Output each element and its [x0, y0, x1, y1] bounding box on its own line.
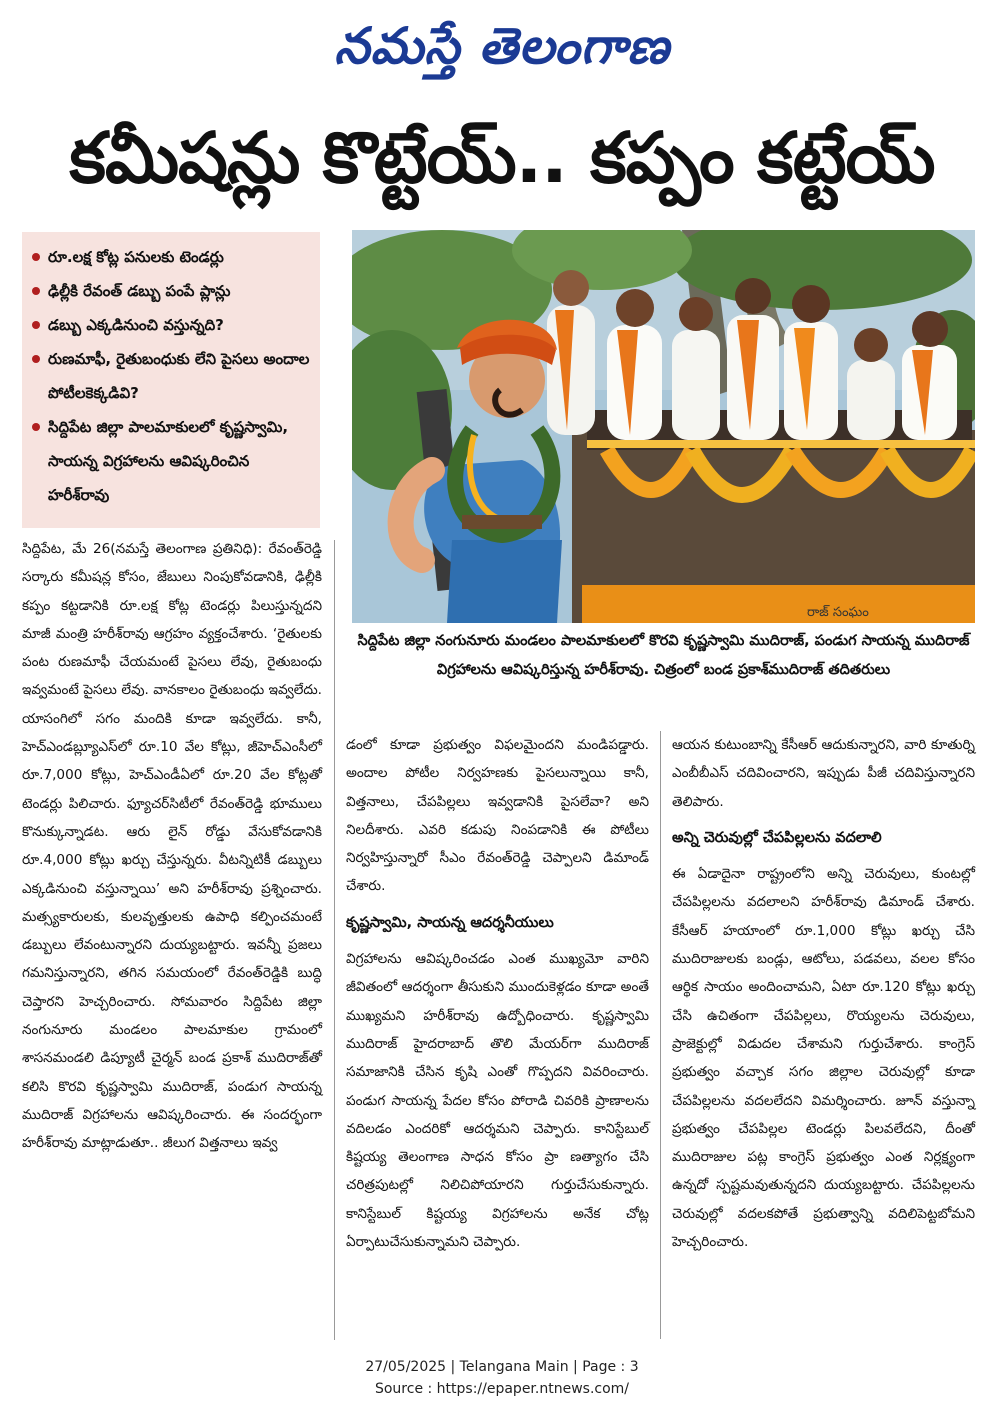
article-column-2: [346, 731, 649, 1256]
subheading: కృష్ణస్వామి, సాయన్న ఆదర్శనీయులు: [346, 914, 554, 931]
highlight-item: ఢిల్లీకి రేవంత్ డబ్బు పంపే ప్లాన్లు: [32, 274, 312, 308]
bullet-dot-icon: [32, 355, 40, 363]
highlights-box: [22, 232, 320, 528]
footer-source: Source : https://epaper.ntnews.com/: [374, 1381, 630, 1397]
bullet-dot-icon: [32, 423, 40, 431]
article-paragraph: ఈ ఏడాదైనా రాష్ట్రంలోని అన్ని చెరువులు, కుంటల్లో చేపపిల్లలను వదలాలని హరీశ్‌రావు డిమాండ్ చేశారు. కేసీఆర్ హయాంలో రూ.1,000 కోట్లు ఖర్చు చేసి ముదిరాజులకు బండ్లు, ఆటోలు, పడవలు, వలల కోసం ఆర్థిక సాయం అందించామని, ఏటా రూ.120 కోట్లు ఖర్చు చేసి ఉచితంగా చేపపిల్లలు, రొయ్యలను చెరువులు, ప్రాజెక్టుల్లో విడుదల చేశామని గుర్తుచేశారు. కాంగ్రెస్ ప్రభుత్వం వచ్చాక సగం జిల్లాల చెరువుల్లో కూడా చేపపిల్లలను వదలలేదని విమర్శించారు. జూన్ వస్తున్నా ప్రభుత్వం చేపపిల్లల టెండర్లు పిలవలేదని, దీంతో ముదిరాజుల పట్ల కాంగ్రెస్ ప్రభుత్వం ఎంత నిర్లక్ష్యంగా ఉన్నదో స్పష్టమవుతున్నదని దుయ్యబట్టారు. చేపపిల్లలను చెరువుల్లో వదలకపోతే ప్రభుత్వాన్ని వదిలిపెట్టబోమని హెచ్చరించారు.: [672, 866, 975, 1251]
page-footer: [0, 1356, 1004, 1400]
photo-caption: సిద్దిపేట జిల్లా నంగునూరు మండలం పాలమాకులలో కొరవి కృష్ణస్వామి ముదిరాజ్, పండుగ సాయన్న ముదిరాజ్ విగ్రహాలను ఆవిష్కరిస్తున్న హరీశ్‌రావు. చిత్రంలో బండ ప్రకాశ్‌ముదిరాజ్ తదితరులు: [357, 633, 970, 678]
column-divider: [660, 731, 661, 1339]
photo-banner-text: రాజ్ సంఘం: [807, 605, 869, 620]
highlight-item: సిద్దిపేట జిల్లా పాలమాకులలో కృష్ణస్వామి, సాయన్న విగ్రహాలను ఆవిష్కరించిన హరీశ్‌రావు: [32, 410, 312, 512]
bullet-dot-icon: [32, 321, 40, 329]
subheading: అన్ని చెరువుల్లో చేపపిల్లలను వదలాలి: [672, 829, 882, 846]
article-column-1: [22, 535, 322, 1158]
article-paragraph: ఆయన కుటుంబాన్ని కేసీఆర్ ఆదుకున్నారని, వారి కూతుర్ని ఎంబీబీఎస్ చదివించారని, ఇప్పుడు పీజీ చదివిస్తున్నారని తెలిపారు.: [672, 737, 975, 810]
article-paragraph: విగ్రహాలను ఆవిష్కరించడం ఎంత ముఖ్యమో వారిని జీవితంలో ఆదర్శంగా తీసుకుని ముందుకెళ్లడం కూడా అంతే ముఖ్యమని హరీశ్‌రావు ఉద్బోధించారు. కృష్ణస్వామి ముదిరాజ్ హైదరాబాద్ తొలి మేయర్‌గా ముదిరాజ్ సమాజానికి చేసిన కృషి ఎంతో గొప్పదని వివరించారు. పండుగ సాయన్న పేదల కోసం పోరాడి చివరికి ప్రాణాలను వదిలడం ఎందరికో ఆదర్శమని చెప్పారు. కానిస్టేబుల్ కిష్టయ్య తెలంగాణ సాధన కోసం ప్రా ణత్యాగం చేసి చరిత్రపుటల్లో నిలిచిపోయారని గుర్తుచేసుకున్నారు. కానిస్టేబుల్ కిష్టయ్య విగ్రహాలను అనేక చోట్ల ఏర్పాటుచేసుకున్నామని చెప్పారు.: [346, 951, 649, 1251]
bullet-dot-icon: [32, 253, 40, 261]
article-paragraph: డంలో కూడా ప్రభుత్వం విఫలమైందని మండిపడ్డారు. అందాల పోటీల నిర్వహణకు పైసలున్నాయి కానీ, విత్తనాలు, చేపపిల్లలు ఇవ్వడానికి పైసలేవా? అని నిలదీశారు. ఎవరి కడుపు నింపడానికి ఈ పోటీలు నిర్వహిస్తున్నారో సీఎం రేవంత్‌రెడ్డి చెప్పాలని డిమాండ్ చేశారు.: [346, 737, 649, 895]
column-divider: [334, 540, 335, 1340]
article-column-3: [672, 731, 975, 1256]
headline: కమీషన్లు కొట్టేయ్.. కప్పం కట్టేయ్: [69, 117, 935, 199]
highlight-item: డబ్బు ఎక్కడినుంచి వస్తున్నది?: [32, 308, 312, 342]
highlight-item: రూ.లక్ష కోట్ల పనులకు టెండర్లు: [32, 240, 312, 274]
footer-date-page: 27/05/2025 | Telangana Main | Page : 3: [365, 1359, 639, 1375]
article-paragraph: సిద్దిపేట, మే 26(నమస్తే తెలంగాణ ప్రతినిధి): రేవంత్‌రెడ్డి సర్కారు కమీషన్ల కోసం, జేబులు నింపుకోవడానికి, ఢిల్లీకి కప్పం కట్టడానికి రూ.లక్ష కోట్ల టెండర్లు పిలుస్తున్నదని మాజీ మంత్రి హరీశ్‌రావు ఆగ్రహం వ్యక్తంచేశారు. ‘రైతులకు పంట రుణమాఫీ చేయమంటే పైసలు లేవు, రైతుబంధు ఇవ్వమంటే పైసలు లేవు. వానకాలం రైతుబంధు ఇవ్వలేదు. యాసంగిలో సగం మందికి కూడా ఇవ్వలేదు. కానీ, హెచ్‌ఎండబ్ల్యూఎస్‌లో రూ.10 వేల కోట్లు, జీహెచ్‌ఎంసీలో రూ.7,000 కోట్లు, హెచ్‌ఎండీఏలో రూ.20 వేల కోట్లతో టెండర్లు పిలిచారు. ఫ్యూచర్‌సిటీలో రేవంత్‌రెడ్డి భూములు కొనుక్కున్నాడట. ఆరు లైన్ రోడ్డు వేసుకోవడానికి రూ.4,000 కోట్లు ఖర్చు చేస్తున్నరు. వీటన్నిటికీ డబ్బులు ఎక్కడినుంచి వస్తున్నాయి’ అని హరీశ్‌రావు ప్రశ్నించారు. మత్స్యకారులకు, కులవృత్తులకు ఉపాధి కల్పించమంటే డబ్బులు లేవంటున్నారని దుయ్యబట్టారు. ఇవన్నీ ప్రజలు గమనిస్తున్నారని, తగిన సమయంలో రేవంత్‌రెడ్డికి బుద్ధి చెప్తారని హెచ్చరించారు. సోమవారం సిద్దిపేట జిల్లా నంగునూరు మండలం పాలమాకుల గ్రామంలో శాసనమండలి డిప్యూటీ చైర్మన్ బండ ప్రకాశ్ ముదిరాజ్‌తో కలిసి కొరవి కృష్ణస్వామి ముదిరాజ్, పండుగ సాయన్న ముదిరాజ్ విగ్రహాలను ఆవిష్కరించారు. ఈ సందర్భంగా హరీశ్‌రావు మాట్లాడుతూ.. జీలుగ విత్తనాలు ఇవ్వ: [22, 541, 322, 1152]
highlight-item: రుణమాఫీ, రైతుబంధుకు లేని పైసలు అందాల పోటీలకెక్కడివి?: [32, 342, 312, 410]
bullet-dot-icon: [32, 287, 40, 295]
newspaper-masthead: నమస్తే తెలంగాణ: [334, 17, 670, 75]
news-photo: [352, 230, 975, 623]
statue-unveiling-illustration: [352, 230, 975, 623]
